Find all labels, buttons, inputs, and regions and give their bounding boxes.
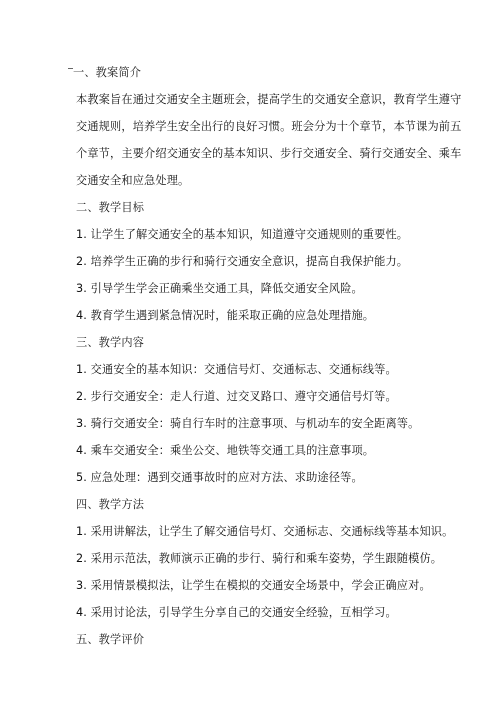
list-item: 2. 采用示范法，教师演示正确的步行、骑行和乘车姿势，学生跟随模仿。 bbox=[76, 552, 443, 565]
list-item: 3. 引导学生学会正确乘坐交通工具，降低交通安全风险。 bbox=[76, 282, 363, 295]
list-item: 1. 让学生了解交通安全的基本知识，知道遵守交通规则的重要性。 bbox=[76, 228, 409, 241]
list-item: 4. 采用讨论法，引导学生分享自己的交通安全经验，互相学习。 bbox=[76, 606, 397, 619]
paragraph-line: 交通规则，培养学生安全出行的良好习惯。班会分为十个章节，本节课为前五 bbox=[76, 120, 462, 133]
section-heading-text: 一、教案简介 bbox=[73, 66, 142, 79]
list-item: 3. 骑行交通安全：骑自行车时的注意事项、与机动车的安全距离等。 bbox=[76, 417, 420, 430]
list-item: 1. 交通安全的基本知识：交通信号灯、交通标志、交通标线等。 bbox=[76, 363, 397, 376]
section-heading-methods: 四、教学方法 bbox=[76, 498, 145, 511]
list-item: 2. 培养学生正确的步行和骑行交通安全意识，提高自我保护能力。 bbox=[76, 255, 409, 268]
intro-paragraph bbox=[76, 93, 462, 188]
list-item: 4. 教育学生遇到紧急情况时，能采取正确的应急处理措施。 bbox=[76, 309, 375, 322]
section-heading-intro bbox=[73, 66, 428, 80]
paragraph-line: 个章节，主要介绍交通安全的基本知识、步行交通安全、骑行交通安全、乘车 bbox=[76, 147, 462, 160]
list-item: 5. 应急处理：遇到交通事故时的应对方法、求助途径等。 bbox=[76, 471, 363, 484]
paragraph-line: 交通安全和应急处理。 bbox=[76, 174, 190, 187]
list-item: 4. 乘车交通安全：乘坐公交、地铁等交通工具的注意事项。 bbox=[76, 444, 375, 457]
section-heading-objectives: 二、教学目标 bbox=[76, 201, 145, 214]
document-body bbox=[73, 66, 462, 647]
section-heading-evaluation: 五、教学评价 bbox=[76, 633, 145, 646]
list-item: 1. 采用讲解法，让学生了解交通信号灯、交通标志、交通标线等基本知识。 bbox=[76, 525, 454, 538]
section-heading-content: 三、教学内容 bbox=[76, 336, 145, 349]
paragraph-line: 本教案旨在通过交通安全主题班会，提高学生的交通安全意识，教育学生遵守 bbox=[76, 93, 462, 106]
leader-mark bbox=[68, 68, 73, 69]
list-item: 3. 采用情景模拟法，让学生在模拟的交通安全场景中，学会正确应对。 bbox=[76, 579, 431, 592]
list-item: 2. 步行交通安全：走人行道、过交叉路口、遵守交通信号灯等。 bbox=[76, 390, 397, 403]
